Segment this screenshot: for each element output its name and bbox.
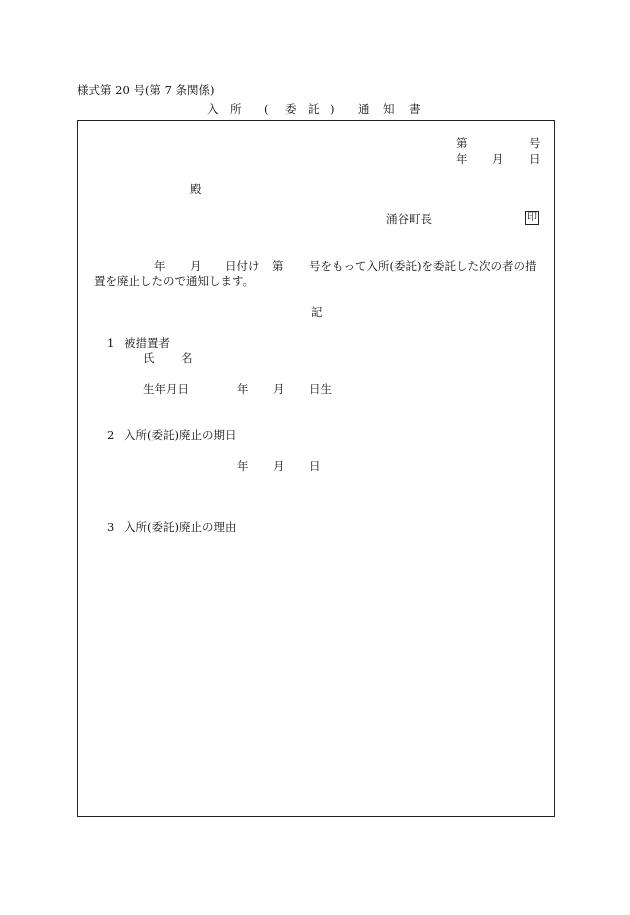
item3-number: 3 bbox=[107, 520, 115, 534]
item2-year: 年 bbox=[237, 459, 249, 473]
issuer-name: 涌谷町長 bbox=[386, 212, 432, 226]
notice-number-suffix: 号 bbox=[529, 136, 541, 150]
body-year-label: 年 bbox=[154, 259, 166, 273]
item1-birth-month: 月 bbox=[273, 382, 285, 396]
form-number: 様式第 20 号(第 7 条関係) bbox=[77, 83, 215, 97]
notice-number-prefix: 第 bbox=[456, 136, 468, 150]
title-char: 委 bbox=[285, 102, 297, 116]
item1-name-char1: 氏 bbox=[143, 351, 155, 365]
date-year-label: 年 bbox=[456, 152, 468, 166]
ki-heading: 記 bbox=[311, 305, 323, 319]
item3-label: 入所(委託)廃止の理由 bbox=[124, 520, 237, 534]
title-char: 書 bbox=[409, 102, 421, 116]
title-char: ( bbox=[264, 102, 269, 116]
item1-birth-label: 生年月日 bbox=[143, 382, 189, 396]
date-day-label: 日 bbox=[529, 152, 541, 166]
item1-birth-day: 日生 bbox=[309, 382, 332, 396]
item1-birth-year: 年 bbox=[237, 382, 249, 396]
title-char: 託 bbox=[308, 102, 320, 116]
body-number-prefix: 第 bbox=[272, 259, 284, 273]
item2-number: 2 bbox=[107, 428, 115, 442]
date-month-label: 月 bbox=[492, 152, 504, 166]
body-dated-label: 日付け bbox=[225, 259, 260, 273]
item1-name-char2: 名 bbox=[181, 351, 193, 365]
title-char: 入 bbox=[207, 102, 219, 116]
item2-month: 月 bbox=[273, 459, 285, 473]
body-line2-text: 置を廃止したので通知します。 bbox=[94, 274, 255, 288]
seal-mark: 印 bbox=[527, 212, 537, 223]
title-char: ) bbox=[330, 102, 335, 116]
body-month-label: 月 bbox=[190, 259, 202, 273]
title-char: 所 bbox=[230, 102, 242, 116]
addressee-suffix: 殿 bbox=[190, 182, 202, 196]
item2-day: 日 bbox=[309, 459, 321, 473]
item1-label: 被措置者 bbox=[124, 336, 170, 350]
body-line1-text: 号をもって入所(委託)を委託した次の者の措 bbox=[309, 259, 537, 273]
title-char: 知 bbox=[383, 102, 395, 116]
item1-number: 1 bbox=[107, 336, 115, 350]
title-char: 通 bbox=[358, 102, 370, 116]
item2-label: 入所(委託)廃止の期日 bbox=[124, 428, 237, 442]
